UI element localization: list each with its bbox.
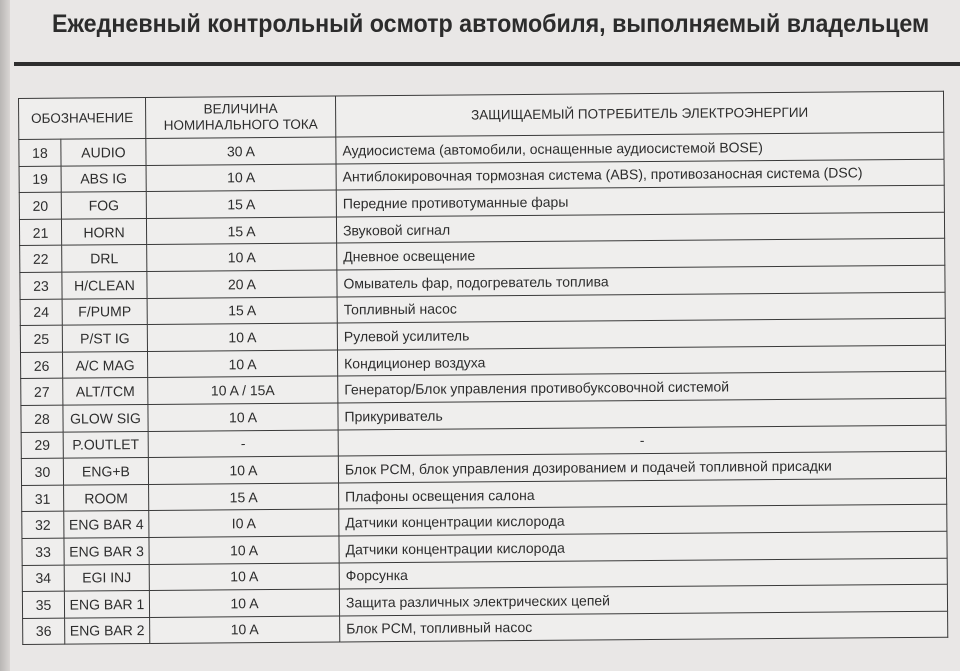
fuse-current-cell: 15 A — [149, 483, 339, 511]
fuse-number-cell: 27 — [21, 379, 63, 406]
fuse-number-cell: 26 — [20, 352, 62, 379]
fuse-designation-cell: ENG+B — [63, 458, 148, 485]
fuse-designation-cell: F/PUMP — [62, 298, 147, 325]
fuse-consumer-cell: Блок PCM, блок управления дозированием и подачей топливной присадки — [338, 451, 946, 482]
fuse-current-cell: 10 A — [148, 403, 338, 431]
fuse-consumer-cell: Плафоны освещения салона — [339, 478, 947, 509]
table-body — [19, 132, 948, 645]
fuse-consumer-cell: Прикуриватель — [338, 398, 946, 429]
fuse-consumer-cell: Форсунка — [339, 558, 947, 589]
title-divider — [14, 62, 960, 66]
fuse-current-cell: 10 A — [150, 616, 340, 644]
fuse-current-cell: 10 A — [146, 164, 336, 192]
fuse-consumer-cell: Передние противотуманные фары — [336, 185, 944, 216]
fuse-number-cell: 18 — [19, 139, 61, 166]
fuse-current-cell: 10 A — [147, 350, 337, 378]
fuse-current-cell: I0 A — [149, 509, 339, 537]
fuse-consumer-cell: Блок PCM, топливный насос — [340, 611, 948, 642]
fuse-number-cell: 34 — [22, 565, 64, 592]
fuse-current-cell: 10 A — [149, 562, 339, 590]
fuse-number-cell: 32 — [22, 511, 64, 538]
fuse-consumer-cell: Защита различных электрических цепей — [339, 584, 947, 615]
fuse-consumer-cell: Кондиционер воздуха — [337, 345, 945, 376]
fuse-number-cell: 25 — [20, 325, 62, 352]
fuse-designation-cell: H/CLEAN — [62, 271, 147, 298]
fuse-current-cell: 10 A — [147, 323, 337, 351]
fuse-consumer-cell: Датчики концентрации кислорода — [339, 505, 947, 536]
fuse-current-cell: 10 A — [147, 243, 337, 271]
fuse-consumer-cell: Датчики концентрации кислорода — [339, 531, 947, 562]
fuse-designation-cell: ENG BAR 2 — [65, 617, 150, 644]
fuse-number-cell: 33 — [22, 538, 64, 565]
fuse-number-cell: 31 — [22, 485, 64, 512]
fuse-designation-cell: ENG BAR 1 — [64, 591, 149, 618]
header-rated-current — [146, 96, 336, 138]
header-rated-current-line1: ВЕЛИЧИНА — [203, 100, 278, 117]
fuse-current-cell: 10 A / 15A — [148, 376, 338, 404]
fuse-current-cell: 15 A — [146, 190, 336, 218]
fuse-designation-cell: P.OUTLET — [63, 431, 148, 458]
fuse-current-cell: 20 A — [147, 270, 337, 298]
header-rated-current-line2: НОМИНАЛЬНОГО ТОКА — [163, 116, 318, 133]
page-binding-edge — [0, 0, 10, 671]
fuse-number-cell: 30 — [21, 458, 63, 485]
fuse-number-cell: 28 — [21, 405, 63, 432]
fuse-number-cell: 35 — [22, 591, 64, 618]
fuse-number-cell: 23 — [20, 272, 62, 299]
fuse-consumer-cell: Аудиосистема (автомобили, оснащенные аудиосистемой BOSE) — [336, 132, 944, 163]
fuse-designation-cell: ENG BAR 4 — [64, 511, 149, 538]
fuse-number-cell: 36 — [23, 618, 65, 645]
fuse-designation-cell: A/C MAG — [62, 351, 147, 378]
fuse-designation-cell: ENG BAR 3 — [64, 537, 149, 564]
fuse-table-container — [18, 91, 948, 646]
fuse-current-cell: 10 A — [148, 456, 338, 484]
fuse-consumer-cell: Антиблокировочная тормозная система (ABS), противозаносная система (DSC) — [336, 159, 944, 190]
fuse-consumer-cell: Рулевой усилитель — [337, 318, 945, 349]
fuse-number-cell: 19 — [19, 166, 61, 193]
fuse-number-cell: 21 — [19, 219, 61, 246]
header-protected-consumer: ЗАЩИЩАЕМЫЙ ПОТРЕБИТЕЛЬ ЭЛЕКТРОЭНЕРГИИ — [335, 91, 943, 137]
fuse-number-cell: 29 — [21, 432, 63, 459]
fuse-designation-cell: P/ST IG — [62, 325, 147, 352]
fuse-consumer-cell: Омыватель фар, подогреватель топлива — [337, 265, 945, 296]
fuse-designation-cell: ALT/TCM — [63, 378, 148, 405]
fuse-consumer-cell: Генератор/Блок управления противобуксовочной системой — [338, 372, 946, 403]
fuse-consumer-cell: Топливный насос — [337, 292, 945, 323]
fuse-designation-cell: FOG — [61, 192, 146, 219]
fuse-consumer-cell: - — [338, 425, 946, 456]
header-designation: ОБОЗНАЧЕНИЕ — [19, 97, 146, 139]
fuse-current-cell: 30 A — [146, 137, 336, 165]
fuse-consumer-cell: Звуковой сигнал — [336, 212, 944, 243]
fuse-number-cell: 20 — [19, 192, 61, 219]
fuse-number-cell: 22 — [20, 246, 62, 273]
fuse-designation-cell: AUDIO — [61, 138, 146, 165]
fuse-number-cell: 24 — [20, 299, 62, 326]
fuse-designation-cell: ABS IG — [61, 165, 146, 192]
page-title: Ежедневный контрольный осмотр автомобиля, выполняемый владельцем — [52, 10, 930, 38]
fuse-current-cell: 15 A — [147, 297, 337, 325]
fuse-designation-cell: ROOM — [64, 484, 149, 511]
fuse-current-cell: 10 A — [149, 589, 339, 617]
fuse-designation-cell: HORN — [61, 218, 146, 245]
fuse-designation-cell: DRL — [62, 245, 147, 272]
fuse-table — [18, 91, 948, 646]
fuse-current-cell: 15 A — [146, 217, 336, 245]
fuse-designation-cell: EGI INJ — [64, 564, 149, 591]
table-header-row — [19, 91, 944, 139]
fuse-consumer-cell: Дневное освещение — [337, 239, 945, 270]
fuse-designation-cell: GLOW SIG — [63, 404, 148, 431]
fuse-current-cell: - — [148, 430, 338, 458]
fuse-current-cell: 10 A — [149, 536, 339, 564]
